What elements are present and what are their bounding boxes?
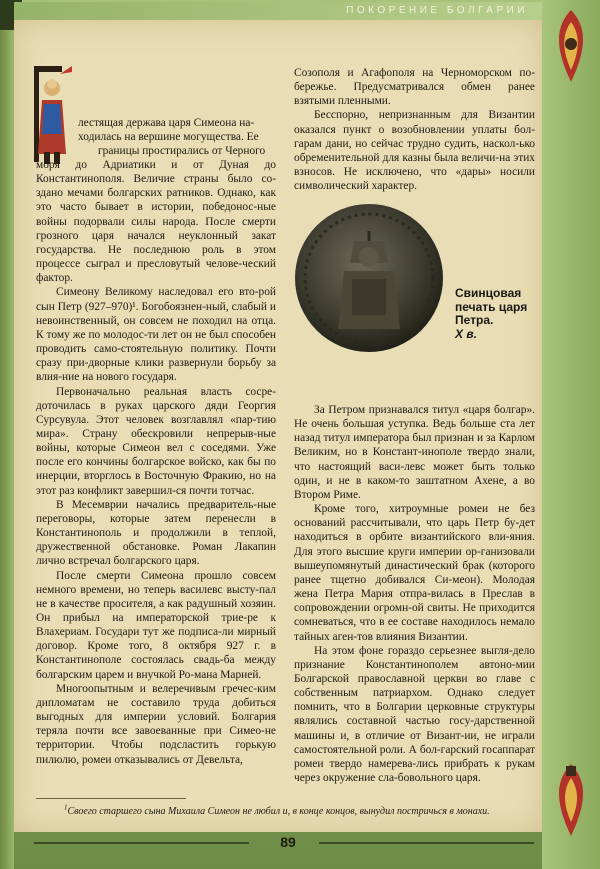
paragraph: Кроме того, хитроумные ромеи не без оснований рассчитывали, что царь Петр бу-дет находиться в орбите византийского вли-яния. Для этого высшие круги империи ор-ганизовали вышеупомянутый династический брак (которого ранее тщетно добивался Си-меон). Молодая жена Петра Мария отпра-вилась в Преслав в сопровождении огромн-ой свиты. Не приходится сомневаться, что в ее составе находилось немало тайных аген-тов влияния Византии. <box>294 503 535 643</box>
footnote-rule <box>36 798 186 799</box>
floral-ornament-icon <box>548 760 594 840</box>
intro-line: лестящая держава царя Симеона на- <box>78 117 255 129</box>
page-number: 89 <box>280 834 296 850</box>
footer-rule-left <box>34 842 249 844</box>
caption-century: X в. <box>455 326 477 341</box>
running-header <box>14 2 542 20</box>
intro-text <box>78 116 276 158</box>
paragraph: Первоначально реальная власть сосре-доточилась в руках царского дяди Георгия Сурсувула. Этот человек возглавлял «пар-тию мира». Страну обескровили непрерыв-ные войны, которые Симеон вел с соседями. Уже после его кончины болгарское войско, как бы по инерции, вторглось в Восточную Фракию, но на этот раз конфликт завершил-ся почти тотчас. <box>36 385 276 497</box>
paragraph: После смерти Симеона прошло совсем немного времени, но теперь василевс высту-пал не в качестве просителя, а как радушный хозяин. Он прибыл на императорской трие-ре к Влахериам. Государи тут же подписа-ли мирный договор. Кроме того, 8 октября 927 г. в Константинополе состоялась свадь-ба между болгарским царем и внучкой Ро-мана Марией. <box>36 569 276 681</box>
paragraph: Симеону Великому наследовал его вто-рой сын Петр (927–970)¹. Богобоязнен-ный, слабый и невоинственный, он совсем не походил на отца. К тому же по молодос-ти лет он не был способен проводить само-стоятельную политику. Почти сразу при-дворные клики развернули борьбу за влия-ние на нового государя. <box>36 286 276 384</box>
footer-rule-right <box>319 842 534 844</box>
floral-ornament-icon <box>548 6 594 86</box>
page-footer <box>14 832 542 854</box>
illuminated-initial-icon <box>30 64 74 166</box>
paragraph: На этом фоне гораздо серьезнее выгля-дело признание Константинополем автоно-мии Болгарской православной церкви во главе с собственным патриархом. Однако следует помнить, что в Болгарии церковные структуры являлись составной частью госу-дарственной машины и, в отличие от Визант-ии, не играли самостоятельной роли. А бол-гарский госаппарат ромеи твердо намерева-лись прибрать к рукам через окружение сла-бовольного царя. <box>294 644 535 785</box>
left-column <box>36 158 276 767</box>
paragraph: Многоопытным и велеречивым гречес-ким дипломатам не составило труда добиться выгодных для империи условий. Болгария теряла почти все завоеванные при Симео-не территории. Чтобы подсластить горькую пилюлю, ромеи отказывались от Девельта, <box>36 682 276 766</box>
intro-line: ходилась на вершине могущества. Ее <box>78 131 259 144</box>
left-border <box>0 0 14 869</box>
paragraph: моря до Адриатики и от Дуная до Константинополя. Величие страны было со-здано мечами болгарских ратников. Однако, как это часто бывает в истории, победонос-ные войны подорвали силы народа. После смерти грозного царя начался неуклонный закат государства. Не последнюю роль в этом процессе сыграл и пресловутый челове-ческий фактор. <box>36 159 276 285</box>
figure-caption <box>455 287 537 341</box>
paragraph: В Месемврии начались предваритель-ные переговоры, которые затем перенесли в Константинополь и продолжили в теплой, дружественной обстановке. Роман Лакапин лично встречал болгарского царя. <box>36 498 276 568</box>
paragraph: Бесспорно, непризнанным для Византии оказался пункт о возобновлении уплаты бол-гарам дани, но сейчас трудно судить, наскол-ько обременительной для казны была величи-на этих взносов. Не исключено, что «дары» носили символический характер. <box>294 109 535 193</box>
header-title: ПОКОРЕНИЕ БОЛГАРИИ <box>346 5 528 16</box>
right-column-top <box>294 66 535 193</box>
paragraph: Созополя и Агафополя на Черноморском по-бережье. Предусматривался обмен ранее взятыми пленными. <box>294 67 535 108</box>
caption-title: Свинцовая печать царя Петра. <box>455 286 528 327</box>
footnote <box>64 803 544 817</box>
lead-seal-image <box>292 201 446 355</box>
footnote-marker: 1 <box>64 803 68 812</box>
intro-line: границы простирались от Черного <box>98 145 266 158</box>
footnote-text: Своего старшего сына Михаила Симеон не любил и, в конце концов, вынудил постричься в монахи. <box>67 806 490 817</box>
right-column-bottom <box>294 403 535 785</box>
right-border <box>542 0 600 869</box>
paragraph: За Петром признавался титул «царя болгар». Не очень большая уступка. Ведь больше ста лет назад титул императора был признан и за Карлом Великим, но в Констант-инополе твердо знали, что настоящий васи-левс может быть только один, и не в каком-то заштатном Ахене, а во Втором Риме. <box>294 404 535 501</box>
